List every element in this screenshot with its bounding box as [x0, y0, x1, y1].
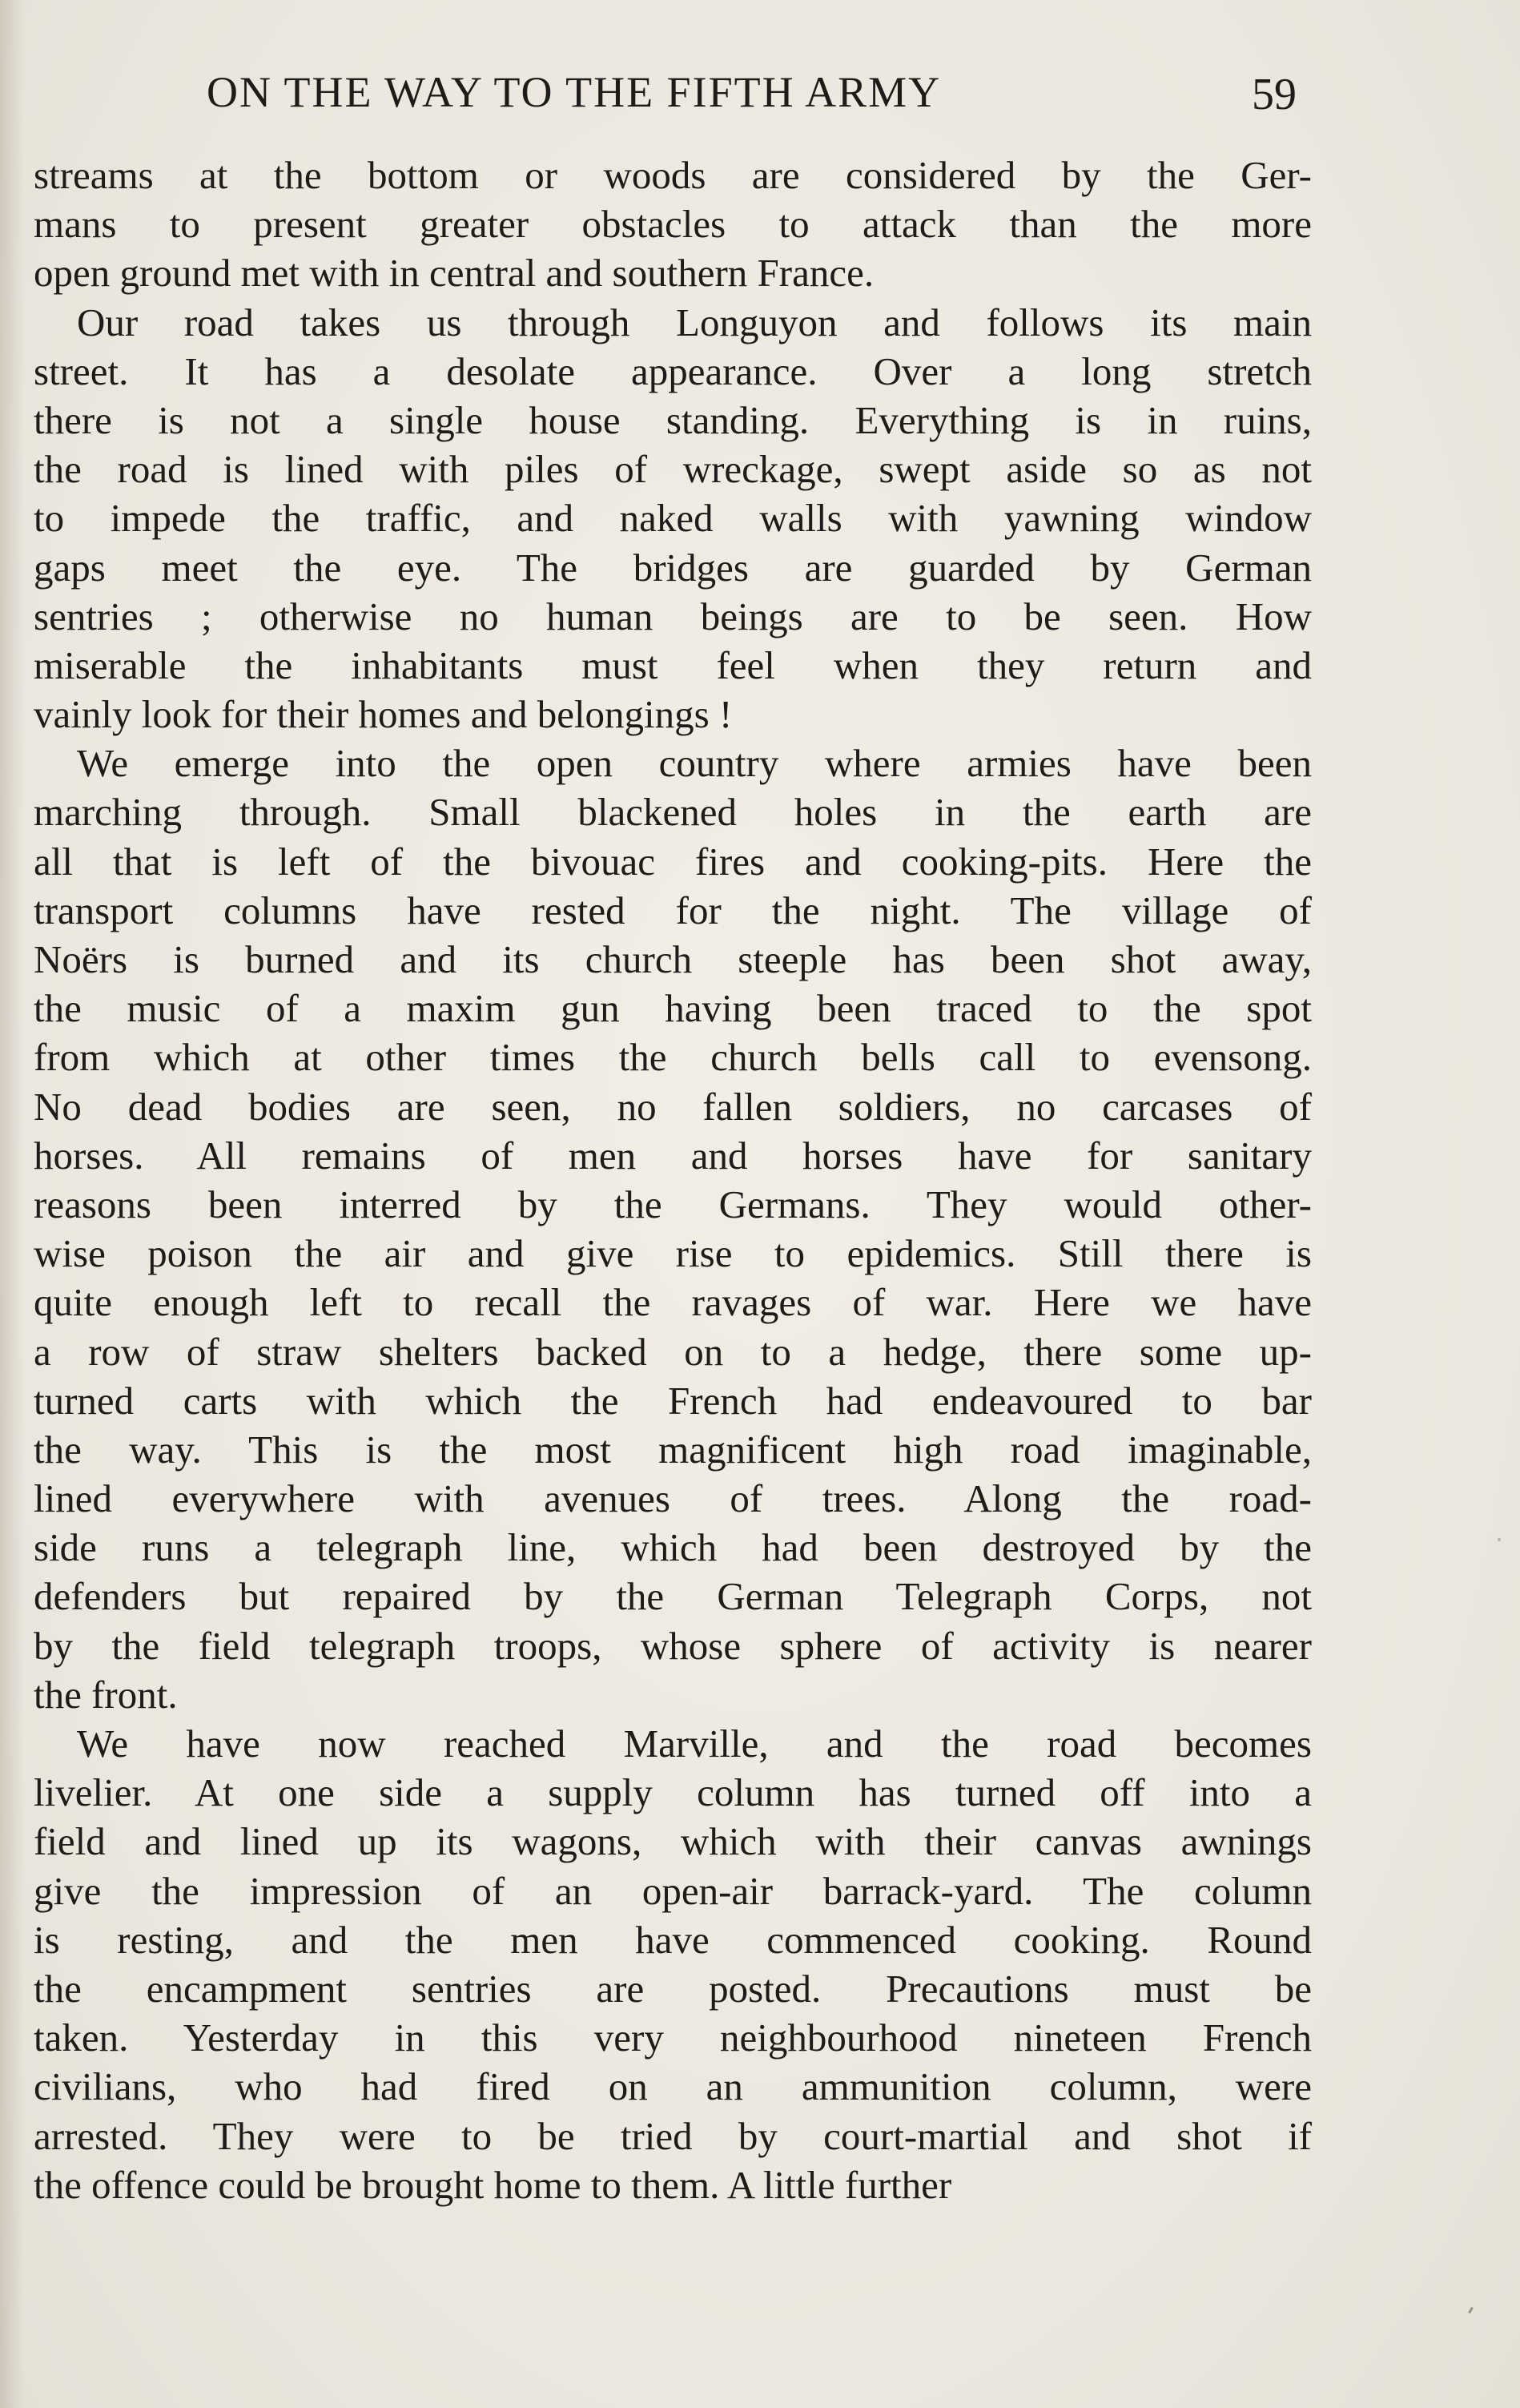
text-line: the music of a maxim gun having been traced to the spot [34, 986, 1312, 1031]
text-line: a row of straw shelters backed on to a hedge, there some up- [34, 1329, 1312, 1374]
text-line: streams at the bottom or woods are considered by the Ger- [34, 153, 1312, 197]
text-line: give the impression of an open-air barrack-yard. The column [34, 1868, 1312, 1913]
text-line: marching through. Small blackened holes in the earth are [34, 790, 1312, 835]
paragraph [34, 1719, 1312, 2209]
text-line: from which at other times the church bells call to evensong. [34, 1035, 1312, 1080]
text-line: vainly look for their homes and belongings ! [34, 692, 733, 737]
text-line: Noërs is burned and its church steeple has been shot away, [34, 937, 1312, 981]
text-line: open ground met with in central and southern France. [34, 251, 875, 296]
text-line: lined everywhere with avenues of trees. Along the road- [34, 1476, 1312, 1521]
text-line: defenders but repaired by the German Telegraph Corps, not [34, 1574, 1312, 1619]
text-line: We emerge into the open country where armies have been [77, 741, 1312, 786]
text-line: miserable the inhabitants must feel when they return and [34, 642, 1312, 687]
text-line: there is not a single house standing. Everything is in ruins, [34, 397, 1312, 442]
text-line: reasons been interred by the Germans. They would other- [34, 1182, 1312, 1226]
text-line: transport columns have rested for the night. The village of [34, 888, 1312, 932]
text-line: taken. Yesterday in this very neighbourhood nineteen French [34, 2015, 1312, 2060]
paper-speck [1498, 1538, 1501, 1541]
text-line: all that is left of the bivouac fires and cooking-pits. Here the [34, 839, 1312, 884]
text-line: the way. This is the most magnificent high road imaginable, [34, 1427, 1312, 1472]
text-line: gaps meet the eye. The bridges are guarded by German [34, 545, 1312, 590]
text-line: quite enough left to recall the ravages of war. Here we have [34, 1280, 1312, 1325]
page-number: 59 [1252, 70, 1297, 119]
paragraph [34, 151, 1312, 298]
page-header [0, 67, 1520, 123]
paragraph [34, 739, 1312, 1719]
text-line: is resting, and the men have commenced cooking. Round [34, 1917, 1312, 1962]
paragraph [34, 298, 1312, 739]
text-line: the road is lined with piles of wreckage, swept aside so as not [34, 447, 1312, 492]
text-line: the front. [34, 1672, 178, 1717]
body-text [34, 151, 1312, 2209]
text-line: field and lined up its wagons, which with their canvas awnings [34, 1819, 1312, 1864]
text-line: mans to present greater obstacles to attack than the more [34, 202, 1312, 247]
text-line: the offence could be brought home to them. A little further [34, 2162, 952, 2207]
text-line: to impede the traffic, and naked walls with yawning window [34, 496, 1312, 541]
text-line: We have now reached Marville, and the road becomes [77, 1721, 1312, 1766]
text-line: street. It has a desolate appearance. Over a long stretch [34, 348, 1312, 393]
running-head: ON THE WAY TO THE FIFTH ARMY [207, 68, 942, 116]
text-line: by the field telegraph troops, whose sphere of activity is nearer [34, 1623, 1312, 1668]
paper-mark [1468, 2307, 1474, 2313]
text-line: wise poison the air and give rise to epidemics. Still there is [34, 1231, 1312, 1276]
text-line: horses. All remains of men and horses have for sanitary [34, 1133, 1312, 1178]
text-line: Our road takes us through Longuyon and follows its main [77, 300, 1312, 344]
text-line: arrested. They were to be tried by court-martial and shot if [34, 2113, 1312, 2158]
text-line: the encampment sentries are posted. Precautions must be [34, 1966, 1312, 2011]
binding-shadow [0, 0, 24, 2408]
text-line: sentries ; otherwise no human beings are to be seen. How [34, 594, 1312, 638]
text-line: No dead bodies are seen, no fallen soldiers, no carcases of [34, 1084, 1312, 1129]
text-line: turned carts with which the French had endeavoured to bar [34, 1378, 1312, 1423]
text-line: side runs a telegraph line, which had been destroyed by the [34, 1525, 1312, 1570]
text-line: civilians, who had fired on an ammunition column, were [34, 2064, 1312, 2109]
text-line: livelier. At one side a supply column has turned off into a [34, 1770, 1312, 1815]
